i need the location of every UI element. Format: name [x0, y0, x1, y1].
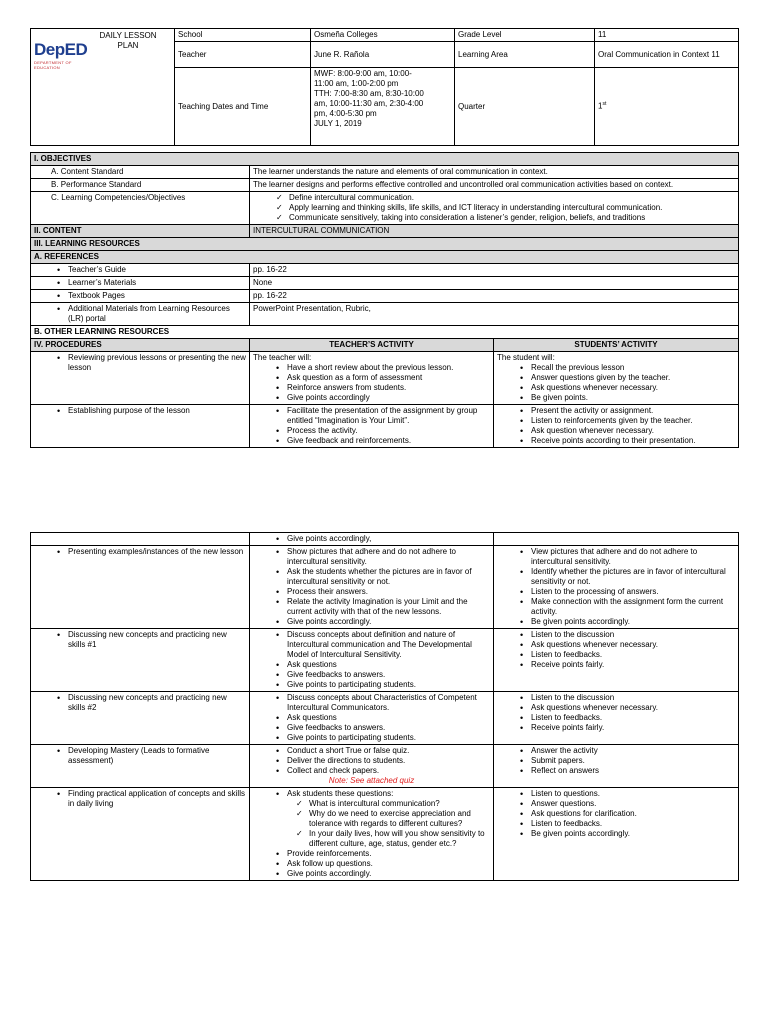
competencies-label: C. Learning Competencies/Objectives — [31, 192, 250, 225]
teacher-step: • Deliver the directions to students. — [287, 756, 490, 766]
resources-heading: III. LEARNING RESOURCES — [31, 238, 739, 251]
student-step: • Ask questions whenever necessary. — [531, 703, 735, 713]
teacher-step: • Give feedbacks to answers. — [287, 670, 490, 680]
teacher-step: • Ask students these questions: — [287, 789, 490, 799]
content-standard-label: A. Content Standard — [31, 166, 250, 179]
teacher-intro: The teacher will: — [253, 353, 312, 362]
dates-value — [311, 68, 455, 146]
student-step: • Listen to reinforcements given by the teacher. — [531, 416, 735, 426]
teacher-step: • Give points to participating students. — [287, 680, 490, 690]
teacher-step: • Give feedbacks to answers. — [287, 723, 490, 733]
teacher-step: • Give points accordingly. — [287, 617, 490, 627]
dates-line: pm, 4:00-5:30 pm — [314, 109, 377, 118]
area-label: Learning Area — [455, 42, 595, 68]
dates-line: JULY 1, 2019 — [314, 119, 362, 128]
quarter-suffix: st — [602, 101, 607, 108]
quarter-label: Quarter — [455, 68, 595, 146]
teacher-step: • Process their answers. — [287, 587, 490, 597]
teacher-activity — [250, 546, 494, 629]
teacher-step: • Facilitate the presentation of the assignment by group entitled “Imagination is Your Limit”. — [287, 406, 490, 426]
competency-item: ✓ Apply learning and thinking skills, life skills, and ICT literacy in understanding intercultural communication. — [289, 203, 735, 213]
quarter-number: 1 — [598, 101, 603, 111]
student-step: • Ask questions whenever necessary. — [531, 383, 735, 393]
reference-value: pp. 16-22 — [250, 264, 739, 277]
reference-label — [31, 290, 250, 303]
dates-line: 11:00 am, 1:00-2:00 pm — [314, 79, 399, 88]
dates-line: TTH: 7:00-8:30 am, 8:30-10:00 — [314, 89, 424, 98]
student-step: • Be given points accordingly. — [531, 617, 735, 627]
performance-standard-value: The learner designs and performs effective controlled and uncontrolled oral communication activities based on context. — [250, 179, 739, 192]
teacher-step: • Relate the activity Imagination is your Limit and the current activity with that of the new lessons. — [287, 597, 490, 617]
student-step: • View pictures that adhere and do not adhere to intercultural sensitivity. — [531, 547, 735, 567]
reference-label — [31, 277, 250, 290]
grade-label: Grade Level — [455, 29, 595, 42]
teacher-step: • Ask the students whether the pictures are in favor of intercultural sensitivity or not. — [287, 567, 490, 587]
procedure-label-text: • Reviewing previous lessons or presenting the new lesson — [68, 353, 246, 373]
teacher-step: • Process the activity. — [287, 426, 490, 436]
student-step: • Identify whether the pictures are in favor of intercultural sensitivity or not. — [531, 567, 735, 587]
question-item: ✓ Why do we need to exercise appreciation and tolerance with regards to different cultures? — [309, 809, 490, 829]
reference-label-text: • Textbook Pages — [68, 291, 246, 301]
student-step: • Make connection with the assignment form the current activity. — [531, 597, 735, 617]
lesson-table-page2 — [30, 532, 739, 881]
content-value: INTERCULTURAL COMMUNICATION — [250, 225, 739, 238]
content-heading: II. CONTENT — [31, 225, 250, 238]
reference-label-text: • Additional Materials from Learning Resources (LR) portal — [68, 304, 246, 324]
school-label: School — [175, 29, 311, 42]
empty-cell — [31, 533, 250, 546]
content-standard-value: The learner understands the nature and elements of oral communication in context. — [250, 166, 739, 179]
teacher-activity — [250, 533, 494, 546]
student-step: • Recall the previous lesson — [531, 363, 735, 373]
procedure-label-text: • Discussing new concepts and practicing new skills #2 — [68, 693, 246, 713]
objectives-heading: I. OBJECTIVES — [31, 153, 739, 166]
reference-value: pp. 16-22 — [250, 290, 739, 303]
teacher-activity — [250, 745, 494, 788]
student-step: • Receive points fairly. — [531, 723, 735, 733]
student-step: • Answer the activity — [531, 746, 735, 756]
student-activity — [494, 405, 739, 448]
performance-standard-label: B. Performance Standard — [31, 179, 250, 192]
teacher-step: • Ask follow up questions. — [287, 859, 490, 869]
student-step: • Present the activity or assignment. — [531, 406, 735, 416]
student-intro: The student will: — [497, 353, 555, 362]
procedure-label — [31, 629, 250, 692]
student-activity — [494, 692, 739, 745]
school-value: Osmeña Colleges — [311, 29, 455, 42]
deped-logo-subtext: DEPARTMENT OF EDUCATION — [34, 60, 72, 71]
student-step: • Ask question whenever necessary. — [531, 426, 735, 436]
procedure-label — [31, 788, 250, 881]
reference-value: None — [250, 277, 739, 290]
deped-logo — [34, 31, 98, 70]
teacher-step: • Ask questions — [287, 660, 490, 670]
logo-cell — [31, 29, 175, 146]
procedure-label-text: • Discussing new concepts and practicing new skills #1 — [68, 630, 246, 650]
teacher-step: • Collect and check papers. — [287, 766, 490, 776]
procedures-heading: IV. PROCEDURES — [31, 339, 250, 352]
student-step: • Listen to the discussion — [531, 630, 735, 640]
teacher-step: • Give feedback and reinforcements. — [287, 436, 490, 446]
student-step: • Answer questions. — [531, 799, 735, 809]
student-step: • Be given points accordingly. — [531, 829, 735, 839]
procedure-label-text: • Developing Mastery (Leads to formative assessment) — [68, 746, 246, 766]
teacher-step: • Reinforce answers from students. — [287, 383, 490, 393]
competency-item: ✓ Communicate sensitively, taking into consideration a listener’s gender, religion, beliefs, and traditions — [289, 213, 735, 223]
reference-label — [31, 303, 250, 326]
teacher-activity-heading: TEACHER’S ACTIVITY — [250, 339, 494, 352]
empty-cell — [494, 533, 739, 546]
reference-label-text: • Learner’s Materials — [68, 278, 246, 288]
student-step: • Receive points according to their presentation. — [531, 436, 735, 446]
teacher-step: • Discuss concepts about Characteristics of Competent Intercultural Communicators. — [287, 693, 490, 713]
other-resources-heading: B. OTHER LEARNING RESOURCES — [31, 326, 739, 339]
dates-line: am, 10:00-11:30 am, 2:30-4:00 — [314, 99, 424, 108]
student-step: • Reflect on answers — [531, 766, 735, 776]
student-step: • Submit papers. — [531, 756, 735, 766]
reference-value: PowerPoint Presentation, Rubric, — [250, 303, 739, 326]
teacher-step: • Show pictures that adhere and do not adhere to intercultural sensitivity. — [287, 547, 490, 567]
student-activity — [494, 629, 739, 692]
competencies-list — [250, 192, 739, 225]
student-step: • Listen to the processing of answers. — [531, 587, 735, 597]
procedure-label — [31, 692, 250, 745]
lesson-table-page1 — [30, 152, 739, 448]
student-step: • Ask questions for clarification. — [531, 809, 735, 819]
teacher-step: • Conduct a short True or false quiz. — [287, 746, 490, 756]
teacher-step: • Give points accordingly, — [287, 534, 490, 544]
question-item: ✓ What is intercultural communication? — [309, 799, 490, 809]
teacher-step: • Give points accordingly — [287, 393, 490, 403]
quiz-note: Note: See attached quiz — [328, 776, 415, 785]
procedure-label-text: • Presenting examples/instances of the new lesson — [68, 547, 246, 557]
deped-logo-text: DepED — [34, 40, 88, 59]
teacher-activity — [250, 788, 494, 881]
procedure-label-text: • Finding practical application of concepts and skills in daily living — [68, 789, 246, 809]
header-table — [30, 28, 739, 146]
teacher-activity — [250, 629, 494, 692]
student-step: • Listen to questions. — [531, 789, 735, 799]
procedure-label — [31, 352, 250, 405]
teacher-activity — [250, 352, 494, 405]
student-activity-heading: STUDENTS’ ACTIVITY — [494, 339, 739, 352]
procedure-label — [31, 745, 250, 788]
references-heading: A. REFERENCES — [31, 251, 739, 264]
reference-label-text: • Teacher’s Guide — [68, 265, 246, 275]
student-activity — [494, 546, 739, 629]
teacher-activity — [250, 405, 494, 448]
teacher-value: June R. Rañola — [311, 42, 455, 68]
student-activity — [494, 788, 739, 881]
student-step: • Listen to the discussion — [531, 693, 735, 703]
teacher-step: • Have a short review about the previous lesson. — [287, 363, 490, 373]
procedure-label-text: • Establishing purpose of the lesson — [68, 406, 246, 416]
student-step: • Listen to feedbacks. — [531, 650, 735, 660]
quarter-value — [595, 68, 739, 146]
reference-label — [31, 264, 250, 277]
student-step: • Listen to feedbacks. — [531, 819, 735, 829]
student-step: • Ask questions whenever necessary. — [531, 640, 735, 650]
student-step: • Receive points fairly. — [531, 660, 735, 670]
student-step: • Be given points. — [531, 393, 735, 403]
teacher-activity — [250, 692, 494, 745]
student-activity — [494, 352, 739, 405]
dates-label: Teaching Dates and Time — [175, 68, 311, 146]
teacher-step: • Give points to participating students. — [287, 733, 490, 743]
procedure-label — [31, 546, 250, 629]
teacher-step: • Ask question as a form of assessment — [287, 373, 490, 383]
student-activity — [494, 745, 739, 788]
competency-item: ✓ Define intercultural communication. — [289, 193, 735, 203]
teacher-label: Teacher — [175, 42, 311, 68]
dates-line: MWF: 8:00-9:00 am, 10:00- — [314, 69, 412, 78]
procedure-label — [31, 405, 250, 448]
question-item: ✓ In your daily lives, how will you show sensitivity to different culture, age, status, gender etc.? — [309, 829, 490, 849]
teacher-step: • Ask questions — [287, 713, 490, 723]
student-step: • Answer questions given by the teacher. — [531, 373, 735, 383]
teacher-step: • Provide reinforcements. — [287, 849, 490, 859]
area-value: Oral Communication in Context 11 — [595, 42, 739, 68]
student-step: • Listen to feedbacks. — [531, 713, 735, 723]
teacher-step: • Give points accordingly. — [287, 869, 490, 879]
grade-value: 11 — [595, 29, 739, 42]
doc-title: DAILY LESSON PLAN — [99, 31, 157, 50]
teacher-step: • Discuss concepts about definition and nature of Intercultural communication and The Developmental Model of Intercultural Sensitivity. — [287, 630, 490, 660]
